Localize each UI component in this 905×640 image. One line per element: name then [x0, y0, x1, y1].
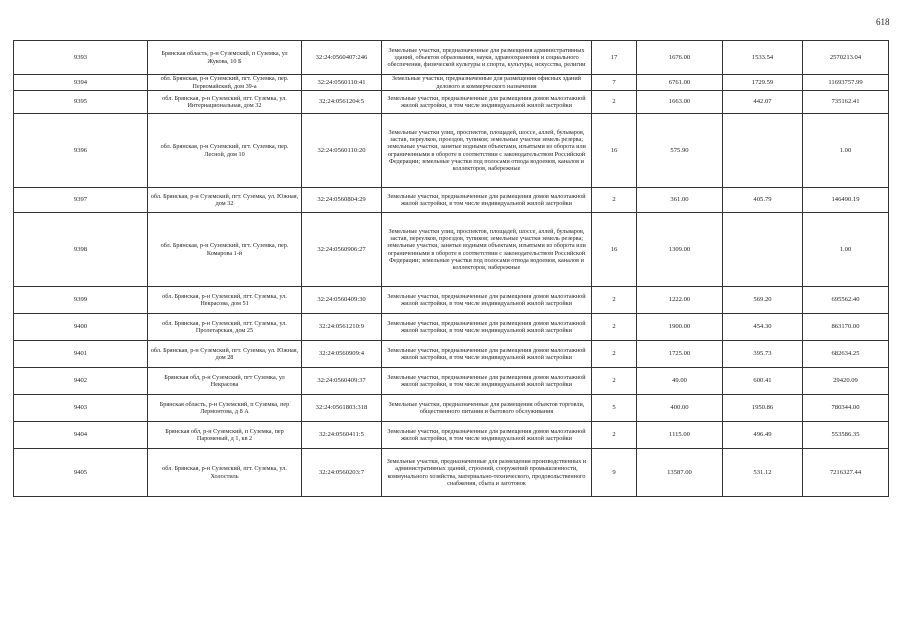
area-cell: 400.00: [637, 395, 723, 422]
area-cell: 1222.00: [637, 287, 723, 314]
rate-cell: [723, 213, 803, 287]
rate-cell: 454.30: [723, 314, 803, 341]
land-use-cell: Земельные участки, предназначенные для размещения домов малоэтажной жилой застройки, в том числе индивидуальной жилой застройки: [382, 314, 592, 341]
table-row: [14, 91, 889, 114]
group-cell: 16: [592, 114, 637, 188]
cadastral-number-cell: 32:24:0560110:20: [302, 114, 382, 188]
area-cell: 361.00: [637, 188, 723, 213]
group-cell: 16: [592, 213, 637, 287]
rate-cell: [723, 114, 803, 188]
group-cell: 2: [592, 188, 637, 213]
row-id: 9403: [14, 395, 148, 422]
area-cell: 1900.00: [637, 314, 723, 341]
row-id: 9398: [14, 213, 148, 287]
table-row: [14, 188, 889, 213]
rate-cell: 442.07: [723, 91, 803, 114]
cadastral-number-cell: 32:24:0560411:5: [302, 422, 382, 449]
area-cell: 1663.00: [637, 91, 723, 114]
address-cell: обл. Брянская, р-н Суземский, пгт. Суземка, пер. Лесной, дом 10: [148, 114, 302, 188]
cadastral-value-cell: 1.00: [803, 213, 889, 287]
row-id: 9393: [14, 41, 148, 75]
table-row: [14, 341, 889, 368]
cadastral-number-cell: 32:24:0560409:30: [302, 287, 382, 314]
group-cell: 9: [592, 449, 637, 497]
cadastral-value-cell: 780344.00: [803, 395, 889, 422]
area-cell: 13587.00: [637, 449, 723, 497]
area-cell: 1676.00: [637, 41, 723, 75]
area-cell: 6761.00: [637, 75, 723, 91]
cadastral-value-table: [13, 40, 889, 497]
land-use-cell: Земельные участки, предназначенные для размещения административных зданий, объектов образования, науки, здравоохранения и социального обеспечения, физической культуры и спорта, культуры, искусства, религии: [382, 41, 592, 75]
land-use-cell: Земельные участки, предназначенные для размещения производственных и административных зданий, строений, сооружений промышленности, коммунального хозяйства, материально-технического, продовольственного снабжения, сбыта и заготовок: [382, 449, 592, 497]
area-cell: 1725.00: [637, 341, 723, 368]
row-id: 9399: [14, 287, 148, 314]
table-row: [14, 41, 889, 75]
group-cell: 2: [592, 314, 637, 341]
table-row: [14, 368, 889, 395]
cadastral-number-cell: 32:24:0561204:5: [302, 91, 382, 114]
land-use-cell: Земельные участки улиц, проспектов, площадей, шоссе, аллей, бульваров, застав, переулков, проездов, тупиков; земельные участки земель резерва; земельные участки, занятые водными объектами, изъятыми из оборота или ограниченными в обороте в соответствии с законодательством Российской Федерации; земельные участки под полосами отвода водоемов, каналов и коллекторов, набережные: [382, 213, 592, 287]
cadastral-value-cell: 29420.09: [803, 368, 889, 395]
cadastral-value-cell: 863170.00: [803, 314, 889, 341]
rate-cell: 1729.59: [723, 75, 803, 91]
cadastral-value-cell: 695562.40: [803, 287, 889, 314]
address-cell: обл. Брянская, р-н Суземский, пгт. Суземка, ул. Интернациональная, дом 32: [148, 91, 302, 114]
address-cell: обл. Брянская, р-н Суземский, пгт. Суземка, ул. Холостиль: [148, 449, 302, 497]
group-cell: 5: [592, 395, 637, 422]
row-id: 9404: [14, 422, 148, 449]
rate-cell: 405.79: [723, 188, 803, 213]
row-id: 9396: [14, 114, 148, 188]
address-cell: Брянская область, р-н Суземский, п Суземка, ул Жукова, 10 Б: [148, 41, 302, 75]
rate-cell: 569.20: [723, 287, 803, 314]
rate-cell: 600.41: [723, 368, 803, 395]
cadastral-number-cell: 32:24:0560906:27: [302, 213, 382, 287]
table-row: [14, 114, 889, 188]
table-row: [14, 287, 889, 314]
group-cell: 2: [592, 287, 637, 314]
cadastral-value-cell: 735162.41: [803, 91, 889, 114]
land-use-cell: Земельные участки, предназначенные для размещения домов малоэтажной жилой застройки, в том числе индивидуальной жилой застройки: [382, 188, 592, 213]
table-row: [14, 75, 889, 91]
cadastral-number-cell: 32:24:0560909:4: [302, 341, 382, 368]
group-cell: 17: [592, 41, 637, 75]
cadastral-value-cell: 553586.35: [803, 422, 889, 449]
group-cell: 2: [592, 341, 637, 368]
area-cell: 1309.00: [637, 213, 723, 287]
area-cell: 1115.00: [637, 422, 723, 449]
rate-cell: 395.73: [723, 341, 803, 368]
table-row: [14, 395, 889, 422]
row-id: 9397: [14, 188, 148, 213]
cadastral-value-cell: 11693757.99: [803, 75, 889, 91]
address-cell: обл. Брянская, р-н Суземский, пгт. Суземка, ул. Пролетарская, дом 25: [148, 314, 302, 341]
cadastral-value-cell: 682634.25: [803, 341, 889, 368]
land-use-cell: Земельные участки, предназначенные для размещения домов малоэтажной жилой застройки, в том числе индивидуальной жилой застройки: [382, 341, 592, 368]
cadastral-value-cell: 1.00: [803, 114, 889, 188]
address-cell: Брянская область, р-н Суземский, п Суземка, пер Лермонтова, д 8 А: [148, 395, 302, 422]
rate-cell: 531.12: [723, 449, 803, 497]
area-cell: 49.00: [637, 368, 723, 395]
cadastral-number-cell: 32:24:0560110:41: [302, 75, 382, 91]
rate-cell: 496.49: [723, 422, 803, 449]
address-cell: Брянская обл, р-н Суземский, п Суземка, пер Пароменый, д 1, кв 2: [148, 422, 302, 449]
page-number: 618: [876, 17, 890, 27]
cadastral-number-cell: 32:24:0561210:9: [302, 314, 382, 341]
row-id: 9401: [14, 341, 148, 368]
group-cell: 2: [592, 368, 637, 395]
address-cell: Брянская обл, р-н Суземский, пгт Суземка, ул Некрасова: [148, 368, 302, 395]
cadastral-number-cell: 32:24:0561803:318: [302, 395, 382, 422]
land-use-cell: Земельные участки улиц, проспектов, площадей, шоссе, аллей, бульваров, застав, переулков, проездов, тупиков; земельные участки земель резерва; земельные участки, занятые водными объектами, изъятыми из оборота или ограниченными в обороте в соответствии с законодательством Российской Федерации; земельные участки под полосами отвода водоемов, каналов и коллекторов, набережные: [382, 114, 592, 188]
cadastral-value-cell: 146490.19: [803, 188, 889, 213]
table-row: [14, 449, 889, 497]
cadastral-number-cell: 32:24:0560203:7: [302, 449, 382, 497]
land-use-cell: Земельные участки, предназначенные для размещения домов малоэтажной жилой застройки, в том числе индивидуальной жилой застройки: [382, 422, 592, 449]
cadastral-value-cell: 7216327.44: [803, 449, 889, 497]
group-cell: 2: [592, 91, 637, 114]
cadastral-number-cell: 32:24:0560804:29: [302, 188, 382, 213]
cadastral-number-cell: 32:24:0560409:37: [302, 368, 382, 395]
row-id: 9400: [14, 314, 148, 341]
land-use-cell: Земельные участки, предназначенные для размещения домов малоэтажной жилой застройки, в том числе индивидуальной жилой застройки: [382, 368, 592, 395]
rate-cell: 1533.54: [723, 41, 803, 75]
address-cell: обл. Брянская, р-н Суземский, пгт. Суземка, пер. Комарова 1-й: [148, 213, 302, 287]
land-use-cell: Земельные участки, предназначенные для размещения домов малоэтажной жилой застройки, в том числе индивидуальной жилой застройки: [382, 91, 592, 114]
table-row: [14, 422, 889, 449]
row-id: 9394: [14, 75, 148, 91]
group-cell: 7: [592, 75, 637, 91]
row-id: 9395: [14, 91, 148, 114]
table-row: [14, 314, 889, 341]
row-id: 9405: [14, 449, 148, 497]
land-use-cell: Земельные участки, предназначенные для размещения домов малоэтажной жилой застройки, в том числе индивидуальной жилой застройки: [382, 287, 592, 314]
address-cell: обл. Брянская, р-н Суземский, пгт. Суземка, пер. Первомайский, дом 39-а: [148, 75, 302, 91]
land-use-cell: Земельные участки, предназначенные для размещения объектов торговли, общественного питания и бытового обслуживания: [382, 395, 592, 422]
area-cell: 575.90: [637, 114, 723, 188]
address-cell: обл. Брянская, р-н Суземский, пгт. Суземка, ул. Южная, дом 28: [148, 341, 302, 368]
address-cell: обл. Брянская, р-н Суземский, пгт. Суземка, ул. Некрасова, дом 51: [148, 287, 302, 314]
address-cell: обл. Брянская, р-н Суземский, пгт. Суземка, ул. Южная, дом 32: [148, 188, 302, 213]
cadastral-value-cell: 2570213.04: [803, 41, 889, 75]
group-cell: 2: [592, 422, 637, 449]
rate-cell: 1950.86: [723, 395, 803, 422]
table-row: [14, 213, 889, 287]
land-use-cell: Земельные участки, предназначенные для размещения офисных зданий делового и коммерческого назначения: [382, 75, 592, 91]
cadastral-number-cell: 32:24:0560407:246: [302, 41, 382, 75]
row-id: 9402: [14, 368, 148, 395]
